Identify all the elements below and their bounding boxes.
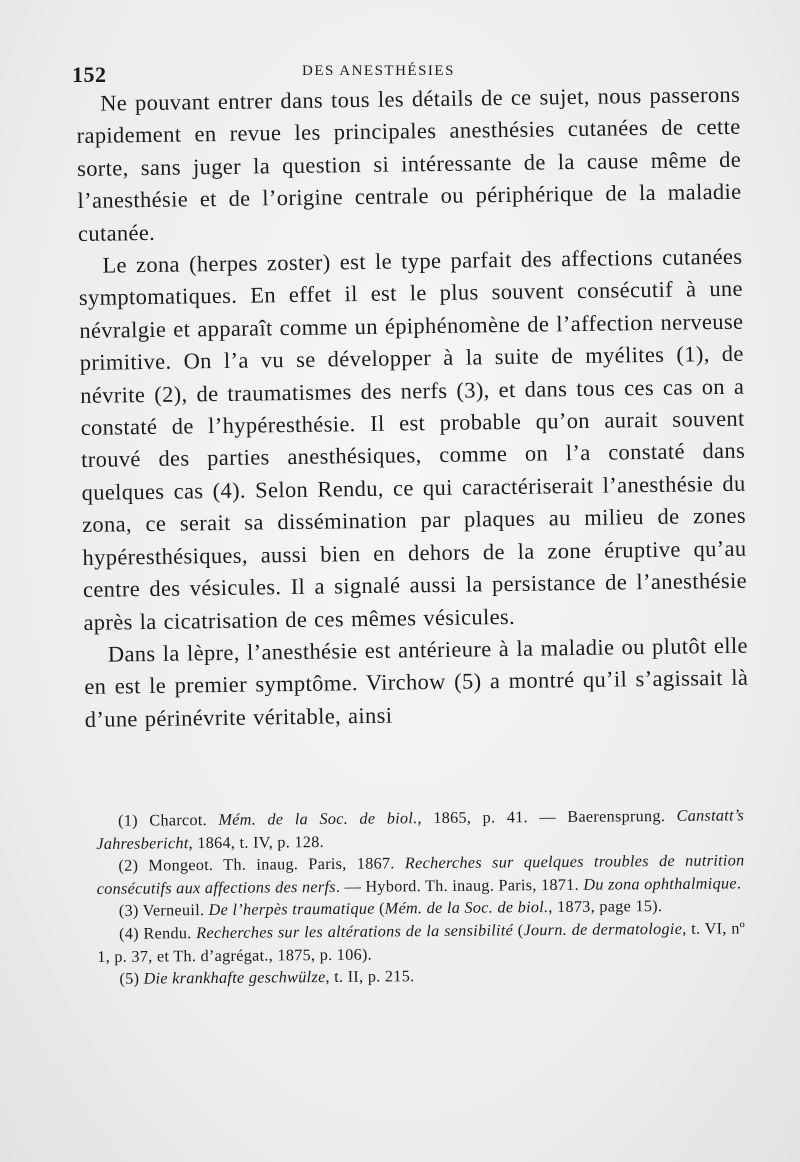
footnote-segment: (4) Rendu. (119, 924, 197, 943)
footnote-2 (96, 850, 744, 901)
footnote-segment: Du zona ophthalmique (583, 874, 737, 894)
footnote-segment: ( (374, 899, 385, 918)
footnote-segment: , 1865, p. 41. — Baerensprung. (417, 806, 677, 828)
footnote-segment: Die krankhafte geschwülze (143, 968, 326, 988)
main-text (76, 79, 749, 736)
footnote-segment: Recherches sur quelques troubles de nutrition consécutifs aux affections des nerfs (96, 851, 745, 898)
paragraph-zona: Le zona (herpes zoster) est le type parfait des affections cutanées symptomatiques. En effet il est le plus souvent consécutif à une névralgie et apparaît comme un épiphénomène de l’affection nerveuse primitive. On l’a vu se développer à la suite de myélites (1), de névrite (2), de traumatismes des nerfs (3), et dans tous ces cas on a constaté de l’hypéresthésie. Il est probable qu’on aurait souvent trouvé des parties anesthésiques, comme on l’a constaté dans quelques cas (4). Selon Rendu, ce qui caractériserait l’anesthésie du zona, ce serait sa dissémination par plaques au milieu de zones hypéresthésiques, aussi bien en dehors de la zone éruptive qu’au centre des vésicules. Il a signalé aussi la persistance de l’anesthésie après la cicatrisation de ces mêmes vésicules. (78, 243, 748, 635)
page-number: 152 (72, 62, 107, 87)
footnote-segment: ( (513, 921, 524, 940)
footnotes (96, 804, 746, 990)
running-head: DES ANESTHÉSIES (302, 63, 455, 79)
footnote-segment: , t. VI, nº 1, p. 37, et Th. d’agrégat., 1875, p. 106). (97, 919, 746, 966)
footnote-segment: Canstatt’s Jahresbericht (96, 806, 745, 853)
footnote-5 (97, 962, 745, 990)
footnote-segment: , 1864, t. IV, p. 128. (188, 832, 325, 852)
footnote-segment: (3) Verneuil. (118, 901, 209, 921)
footnote-segment: Journ. de dermatologie (523, 919, 683, 940)
footnote-segment: . — Hybord. Th. inaug. Paris, 1871. (335, 875, 584, 896)
paragraph-intro: Ne pouvant entrer dans tous les détails de ce sujet, nous passerons rapidement en revue les principales anesthésies cutanées de cette sorte, sans juger la question si intéressante de la cause même de l’anesthésie et de l’origine centrale ou périphérique de la maladie cutanée. (76, 81, 742, 246)
footnote-segment: Mém. de la Soc. de biol. (384, 898, 549, 918)
footnote-1 (96, 804, 744, 855)
footnote-segment: De l’herpès traumatique (208, 899, 375, 920)
footnote-segment: (2) Mongeot. Th. inaug. Paris, 1867. (118, 854, 405, 875)
footnote-segment: , 1873, page 15). (548, 897, 663, 917)
footnote-segment: (1) Charcot. (118, 810, 219, 830)
footnote-segment: , t. II, p. 215. (325, 967, 415, 987)
footnote-segment: (5) (119, 969, 144, 988)
footnote-segment: Recherches sur les altérations de la sensibilité (196, 921, 514, 943)
footnote-segment: Mém. de la Soc. de biol. (218, 809, 418, 829)
footnote-segment: . (736, 874, 742, 893)
paragraph-lepre: Dans la lèpre, l’anesthésie est antérieure à la maladie ou plutôt elle en est le premier symptôme. Virchow (5) a montré qu’il s’agissait là d’une périnévrite véritable, ainsi (84, 632, 749, 732)
footnote-4 (97, 917, 745, 968)
